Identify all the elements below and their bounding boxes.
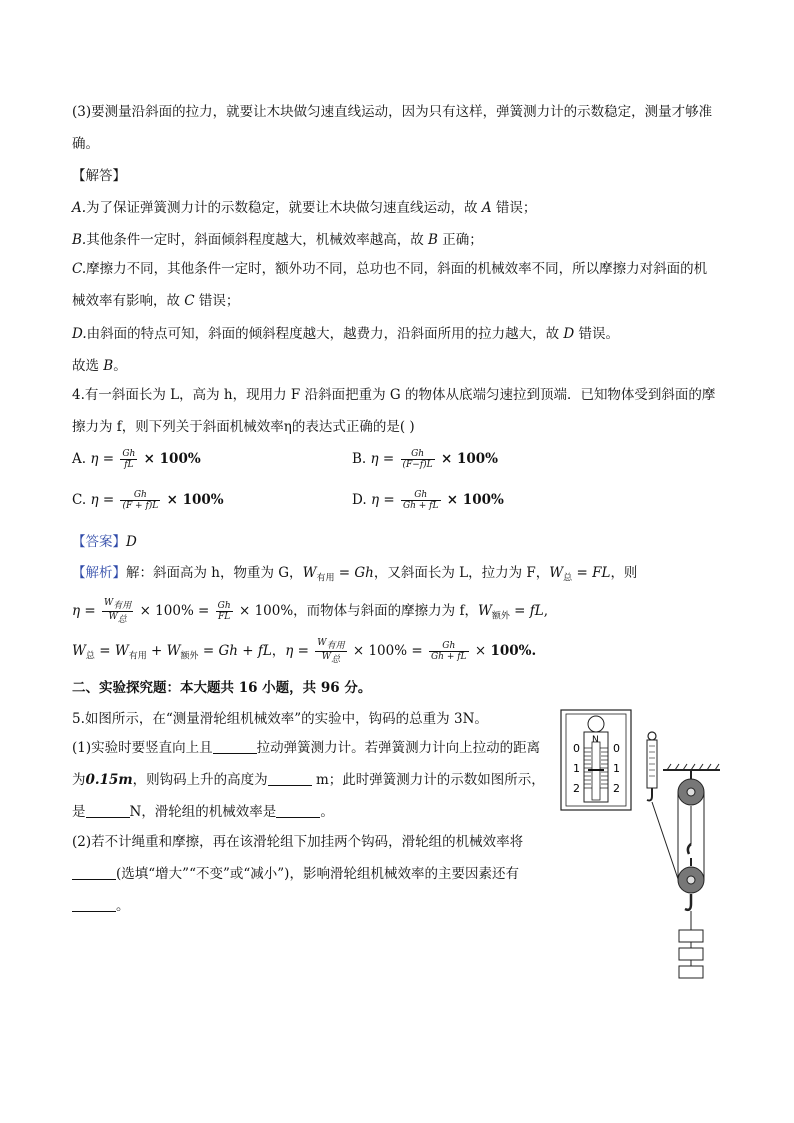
weights bbox=[679, 911, 703, 978]
option-c-explanation: C.摩擦力不同，其他条件一定时，额外功不同，总功也不同，斜面的机械效率不同，所以摩擦力对斜面的机械效率有影响，故 C 错误； bbox=[72, 261, 708, 309]
paragraph-text: (3)要测量沿斜面的拉力，就要让木块做匀速直线运动，因为只有这样，弹簧测力计的示数稳定，测量才够准确。 bbox=[72, 104, 713, 152]
answer-blank[interactable] bbox=[276, 803, 320, 818]
paragraph-item-3 bbox=[72, 96, 720, 160]
answer-blank[interactable] bbox=[72, 865, 116, 880]
q4-analysis-line-2: η = $\frac{W_{有用}}{W_总}$ × 100% = $\frac{Gh}{FL}$ × 100%，而物体与斜面的摩擦力为 f，$W_{额外}$ = fL, bbox=[72, 598, 549, 625]
q5-part-2: (2)若不计绳重和摩擦，再在该滑轮组下加挂两个钩码，滑轮组的机械效率将(选填“增大”“不变”或“减小”)，影响滑轮组机械效率的主要因素还有。 bbox=[72, 834, 524, 914]
question-4-stem: 4.有一斜面长为 L，高为 h，现用力 F 沿斜面把重为 G 的物体从底端匀速拉到顶端．已知物体受到斜面的摩擦力为 f，则下列关于斜面机械效率η的表达式正确的是( ) bbox=[72, 387, 716, 435]
ceiling bbox=[663, 764, 720, 770]
answer-blank[interactable] bbox=[268, 771, 312, 786]
q4-option-b: B. η = $\frac{Gh}{(F-f)L}$ × 100% bbox=[352, 449, 498, 470]
spring-scale bbox=[647, 732, 657, 801]
movable-pulley bbox=[678, 858, 704, 910]
choose-line: 故选 B。 bbox=[72, 358, 127, 374]
q4-option-d: D. η = $\frac{Gh}{Gh + fL}$ × 100% bbox=[352, 490, 504, 511]
option-d-explanation: D.由斜面的特点可知，斜面的倾斜程度越大，越费力，沿斜面所用的拉力越大，故 D 错误。 bbox=[72, 326, 620, 342]
option-a-explanation: A.为了保证弹簧测力计的示数稳定，就要让木块做匀速直线运动，故 A 错误； bbox=[72, 200, 537, 216]
q4-answer: 【答案】D bbox=[72, 534, 137, 550]
scale-unit-label: N bbox=[592, 735, 599, 745]
answer-blank[interactable] bbox=[213, 739, 257, 754]
answer-blank[interactable] bbox=[72, 897, 116, 912]
question-5-stem: 5.如图所示，在“测量滑轮组机械效率”的实验中，钩码的总重为 3N。 bbox=[72, 711, 488, 727]
rope bbox=[652, 792, 704, 880]
q4-option-c: C. η = $\frac{Gh}{(F + f)L}$ × 100% bbox=[72, 490, 224, 511]
q4-analysis-line-3: $W_总 = W_{有用} + W_{额外} = Gh$ + fL，η = $\frac{W_{有用}}{W_总}$ × 100% = $\frac{Gh}{Gh + fL}$ × 100%. bbox=[72, 638, 537, 665]
q4-option-a: A. η = $\frac{Gh}{fL}$ × 100% bbox=[72, 449, 201, 470]
svg-text:2: 2 bbox=[613, 782, 620, 795]
section-title: 二、实验探究题：本大题共 16 小题，共 96 分。 bbox=[72, 680, 372, 696]
svg-text:1: 1 bbox=[613, 762, 620, 775]
svg-text:0: 0 bbox=[573, 742, 580, 755]
answer-heading: 【解答】 bbox=[72, 168, 126, 184]
q5-part-1: (1)实验时要竖直向上且 拉动弹簧测力计。若弹簧测力计向上拉动的距离为0.15m，则钩码上升的高度为 m；此时弹簧测力计的示数如图所示，是 N，滑轮组的机械效率是 。 bbox=[72, 740, 545, 820]
q4-analysis-line-1: 【解析】解：斜面高为 h，物重为 G，$W_{有用} = Gh$，又斜面长为 L，拉力为 F，$W_总$ = FL，则 bbox=[72, 565, 638, 584]
answer-blank[interactable] bbox=[86, 803, 130, 818]
fixed-pulley bbox=[678, 770, 704, 805]
svg-text:0: 0 bbox=[613, 742, 620, 755]
svg-text:1: 1 bbox=[573, 762, 580, 775]
option-b-explanation: B.其他条件一定时，斜面倾斜程度越大，机械效率越高，故 B 正确； bbox=[72, 232, 483, 248]
spring-scale-dial bbox=[561, 710, 631, 810]
svg-text:2: 2 bbox=[573, 782, 580, 795]
pulley-figure bbox=[555, 706, 725, 986]
